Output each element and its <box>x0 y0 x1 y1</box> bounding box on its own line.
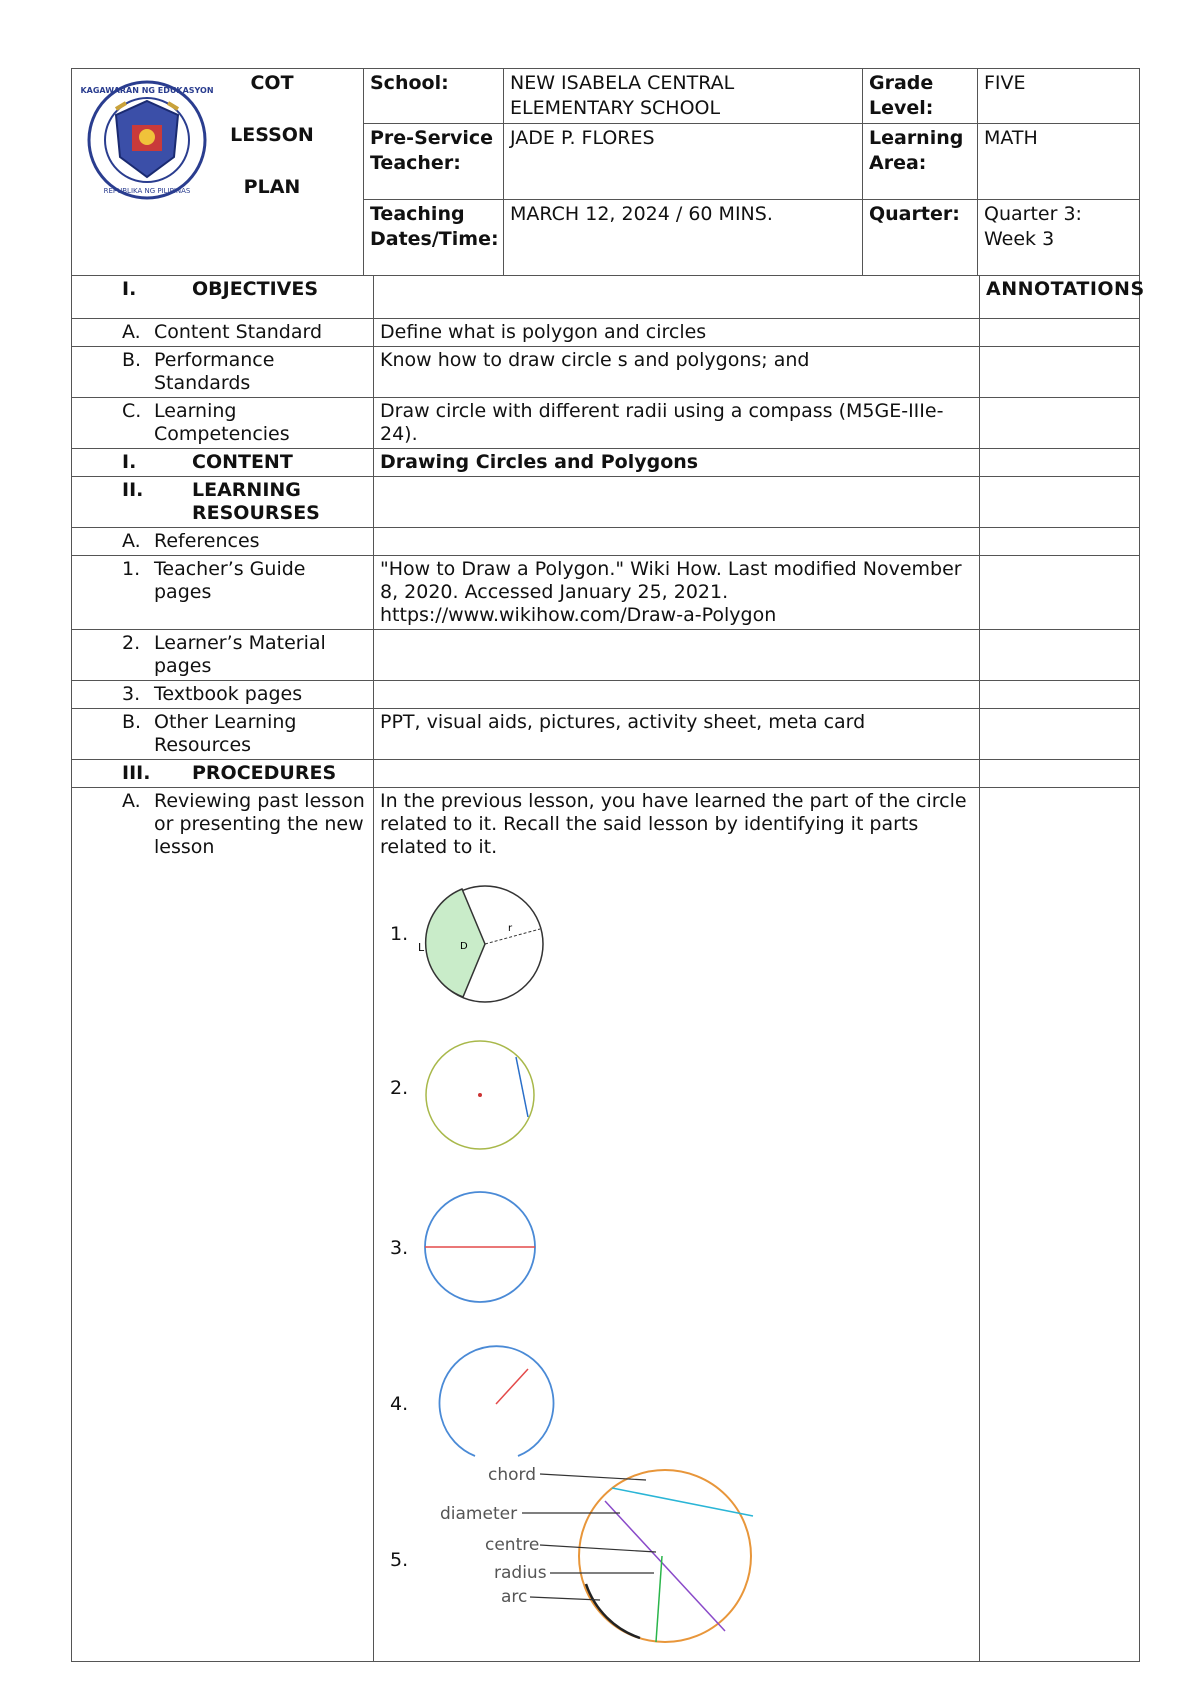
svg-text:REPUBLIKA NG PILIPINAS: REPUBLIKA NG PILIPINAS <box>103 187 191 195</box>
logo-cell <box>72 69 364 276</box>
content-heading: I. CONTENT <box>72 449 374 477</box>
content-standard-label: A. Content Standard <box>72 319 374 347</box>
cot-line: COT <box>250 72 294 94</box>
grade-value: FIVE <box>978 69 1140 124</box>
dates-label: Teaching Dates/Time: <box>364 200 504 276</box>
area-value: MATH <box>978 124 1140 200</box>
diameter-circle-figure <box>420 1189 550 1309</box>
references-value <box>374 528 980 556</box>
teacher-value: JADE P. FLORES <box>504 124 863 200</box>
sector-circle-figure <box>420 879 560 1009</box>
letter-d: D <box>460 941 468 952</box>
reviewing-content <box>374 788 980 1662</box>
other-resources-value: PPT, visual aids, pictures, activity sheet, meta card <box>374 709 980 760</box>
teachers-guide-value: "How to Draw a Polygon." Wiki How. Last modified November 8, 2020. Accessed January 25, 2021. https://www.wikihow.com/Draw-a-Polygon <box>374 556 980 630</box>
item-number: 4. <box>390 1393 409 1415</box>
lesson-line: LESSON <box>230 124 314 146</box>
reviewing-label: A. Reviewing past lesson or presenting the new lesson <box>72 788 374 1662</box>
letter-l: L <box>418 941 425 954</box>
teachers-guide-label: 1. Teacher’s Guide pages <box>72 556 374 630</box>
objectives-heading: I. OBJECTIVES <box>72 276 374 319</box>
performance-standards-value: Know how to draw circle s and polygons; and <box>374 347 980 398</box>
learning-competencies-value: Draw circle with different radii using a compass (M5GE-IIIe-24). <box>374 398 980 449</box>
quarter-value: Quarter 3: Week 3 <box>978 200 1140 276</box>
label-chord: chord <box>488 1465 537 1485</box>
annotations-heading: ANNOTATIONS <box>980 276 1140 319</box>
school-label: School: <box>364 69 504 124</box>
dates-value: MARCH 12, 2024 / 60 MINS. <box>504 200 863 276</box>
chord-circle-figure <box>420 1037 550 1157</box>
deped-seal-logo <box>80 79 214 201</box>
label-diameter: diameter <box>440 1504 518 1524</box>
item-number: 2. <box>390 1077 409 1099</box>
label-centre: centre <box>485 1535 540 1555</box>
svg-text:KAGAWARAN NG EDUKASYON: KAGAWARAN NG EDUKASYON <box>80 86 214 95</box>
references-label: A. References <box>72 528 374 556</box>
content-standard-value: Define what is polygon and circles <box>374 319 980 347</box>
learning-resources-heading: II. LEARNING RESOURSES <box>72 477 374 528</box>
teacher-label: Pre-Service Teacher: <box>364 124 504 200</box>
quarter-label: Quarter: <box>863 200 978 276</box>
procedures-heading: III. PROCEDURES <box>72 760 374 788</box>
reviewing-text: In the previous lesson, you have learned the part of the circle related to it. Recall the said lesson by identifying it parts related to it. <box>380 790 967 858</box>
item-number: 3. <box>390 1237 409 1259</box>
letter-r: r <box>508 923 513 934</box>
label-radius: radius <box>494 1563 547 1583</box>
school-value: NEW ISABELA CENTRAL ELEMENTARY SCHOOL <box>504 69 863 124</box>
textbook-pages-value <box>374 681 980 709</box>
lesson-plan-page <box>71 68 1145 1662</box>
area-label: Learning Area: <box>863 124 978 200</box>
learners-material-label: 2. Learner’s Material pages <box>72 630 374 681</box>
radius-circle-figure <box>420 1344 560 1464</box>
other-resources-label: B. Other Learning Resources <box>72 709 374 760</box>
header-table <box>71 68 1140 276</box>
item-number: 1. <box>390 923 409 945</box>
plan-line: PLAN <box>243 176 301 198</box>
learners-material-value <box>374 630 980 681</box>
grade-label: Grade Level: <box>863 69 978 124</box>
lesson-table <box>71 275 1145 1662</box>
content-value: Drawing Circles and Polygons <box>374 449 980 477</box>
item-number: 5. <box>390 1549 409 1571</box>
label-arc: arc <box>501 1587 528 1607</box>
textbook-pages-label: 3. Textbook pages <box>72 681 374 709</box>
circle-parts-diagram <box>440 1456 820 1656</box>
cot-title <box>222 71 322 227</box>
circle-figures <box>380 859 973 1659</box>
performance-standards-label: B. Performance Standards <box>72 347 374 398</box>
learning-competencies-label: C. Learning Competencies <box>72 398 374 449</box>
